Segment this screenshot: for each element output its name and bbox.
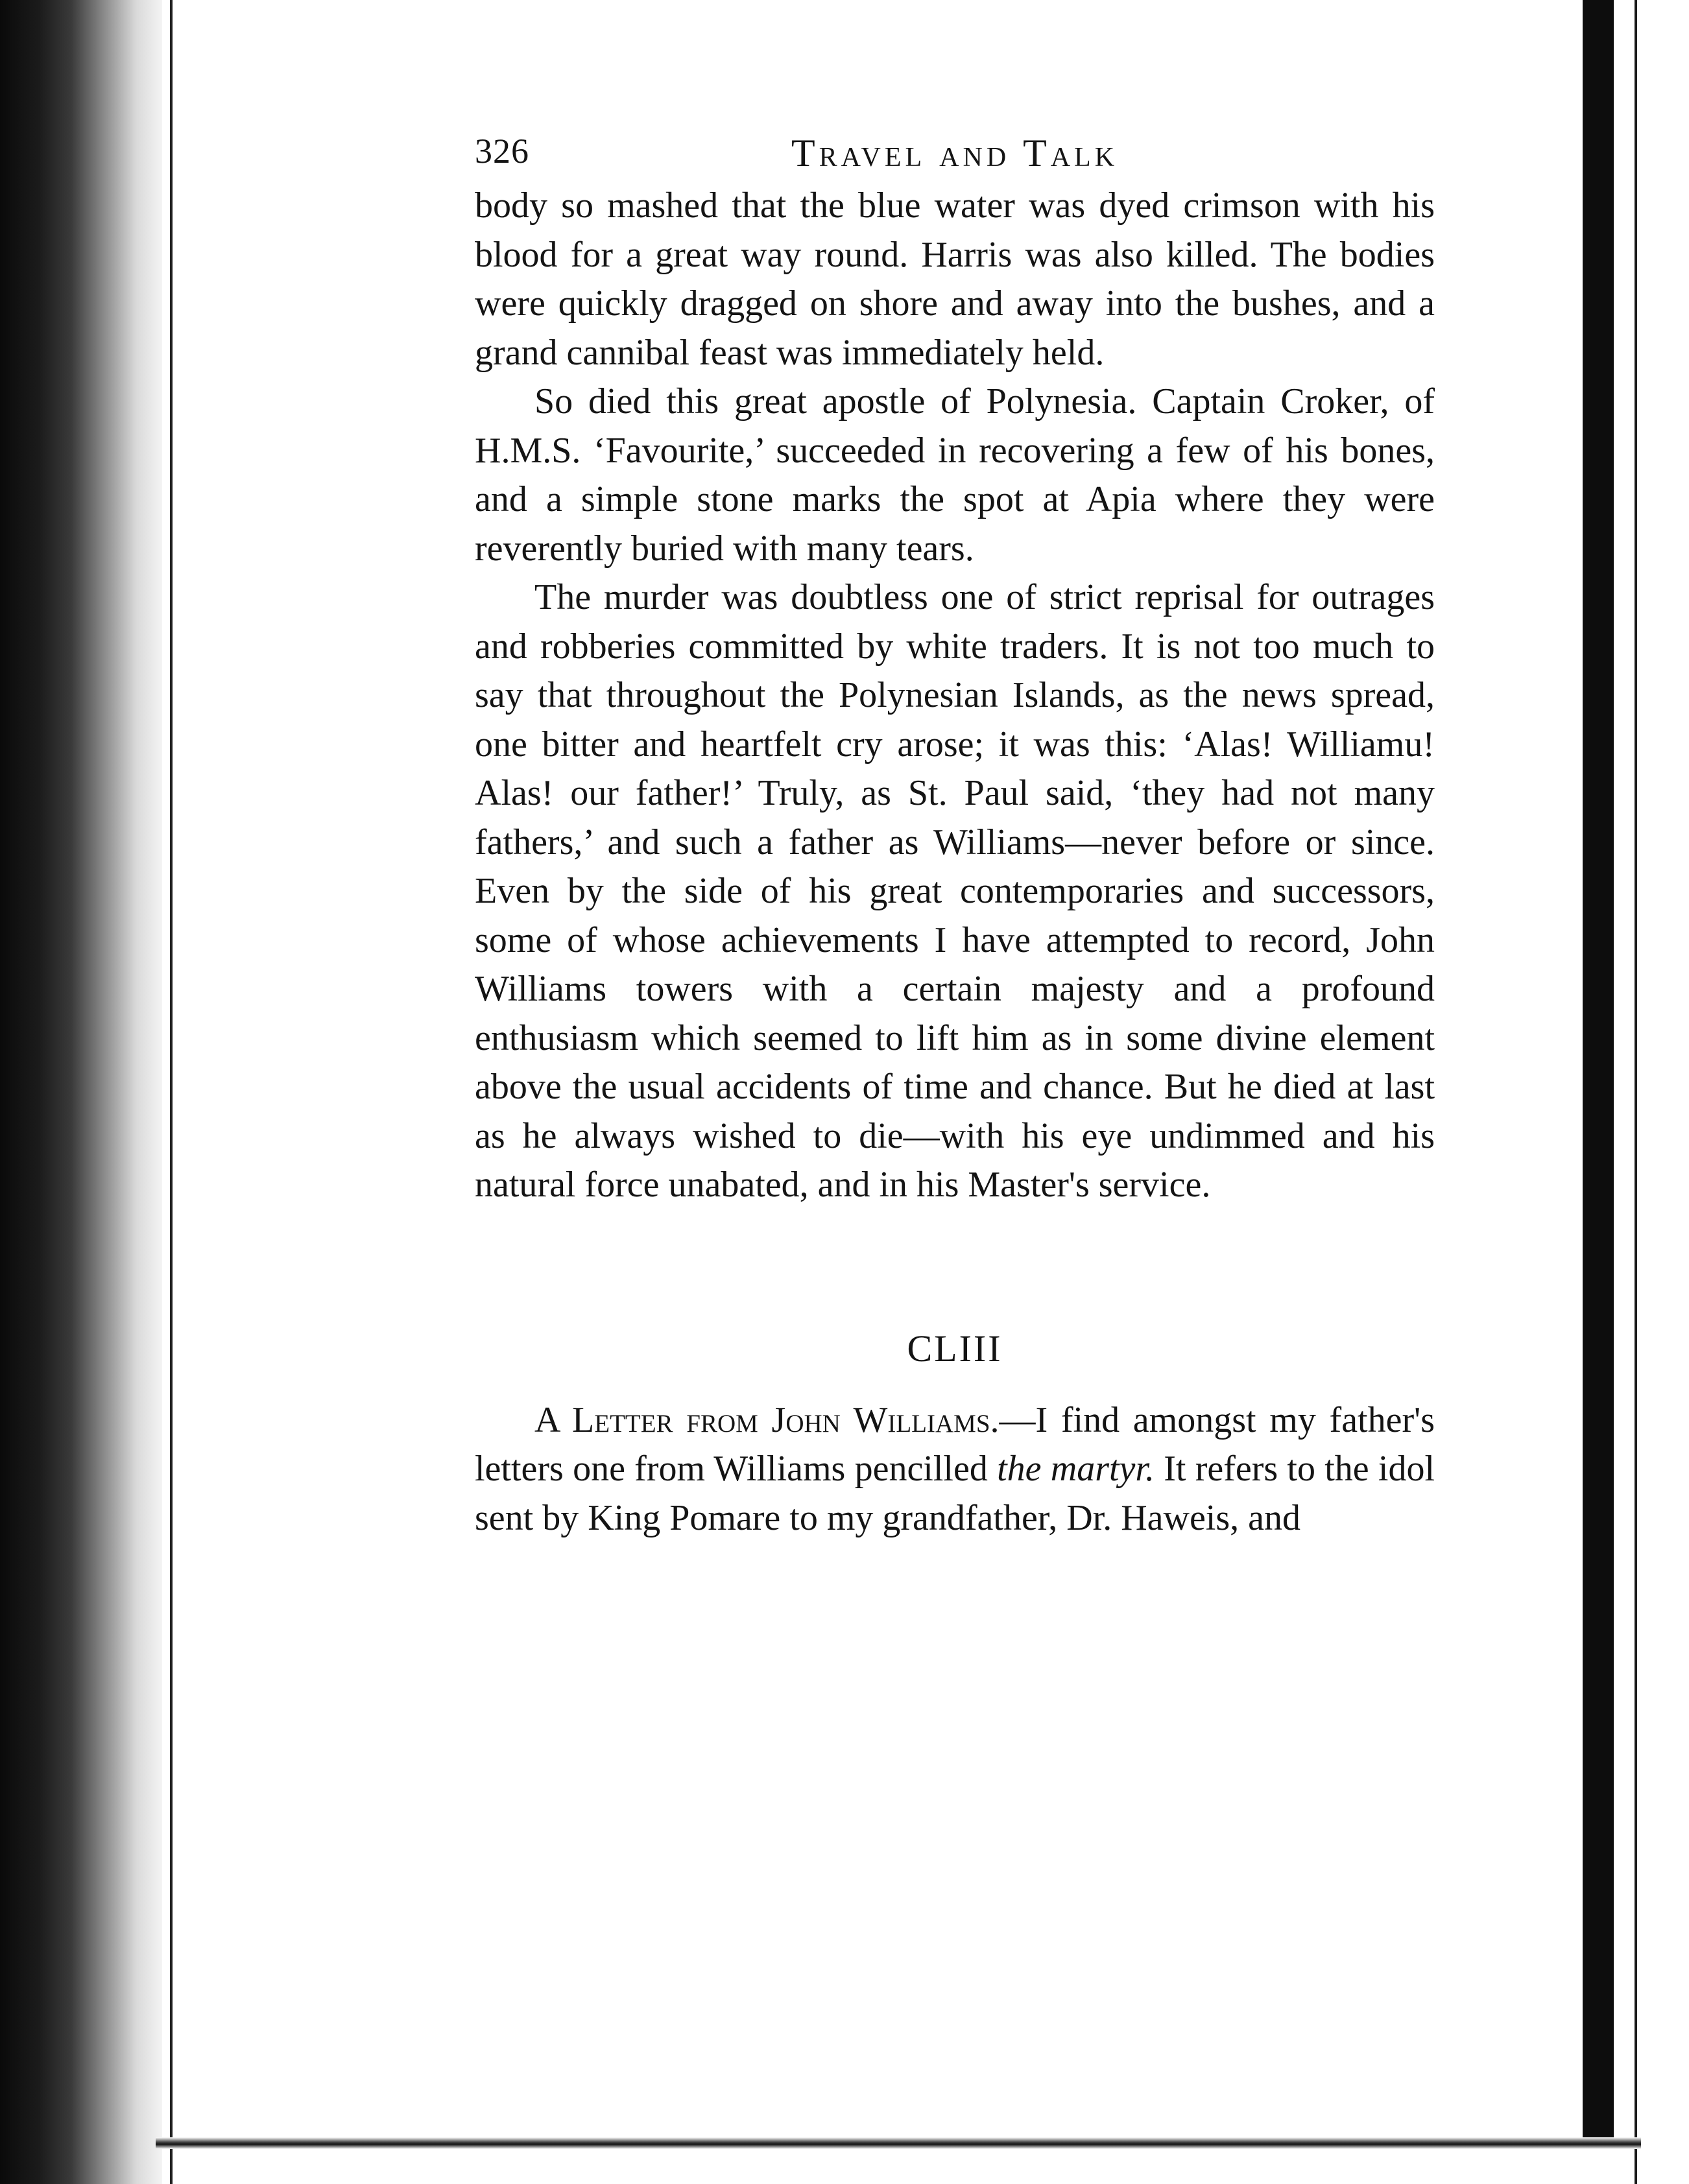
- running-head: Travel and Talk: [791, 132, 1119, 174]
- page-number: 326: [475, 132, 529, 171]
- section-paragraph: [475, 1396, 1435, 1543]
- section-text-end: It refers to the idol sent by King Pomare to my grandfather, Dr. Haweis, and: [475, 1449, 1435, 1538]
- paragraph: The murder was doubtless one of strict reprisal for outrages and robberies committed by white traders. It is not too much to say that throughout the Polynesian Islands, as the news spread, one bitter and heartfelt cry arose; it was this: ‘Alas! Williamu! Alas! our father!’ Truly, as St. Paul said, ‘they had not many fathers,’ and such a father as Williams—never before or since. Even by the side of his great contemporaries and successors, some of whose achievements I have attempted to record, John Williams towers with a certain majesty and a profound enthusiasm which seemed to lift him as in some divine element above the usual accidents of time and chance. But he died at last as he always wished to die—with his eye undimmed and his natural force unabated, and in his Master's service.: [475, 577, 1435, 1205]
- scan-right-line: [1635, 0, 1637, 2184]
- scan-bottom-edge: [156, 2137, 1641, 2149]
- book-page: [475, 123, 1435, 1543]
- italic-phrase: the martyr.: [997, 1449, 1155, 1489]
- section-number: CLIII: [907, 1327, 1003, 1370]
- scan-left-line: [170, 0, 173, 2184]
- scan-left-edge: [0, 0, 162, 2184]
- paragraph: So died this great apostle of Polynesia. Captain Croker, of H.M.S. ‘Favourite,’ succeeded in recovering a few of his bones, and a simple stone marks the spot at Apia where they were reverently buried with many tears.: [475, 381, 1435, 569]
- scan-right-edge: [1583, 0, 1614, 2140]
- section-text-start: —I find amongst my father's letters one from Williams pencilled: [475, 1399, 1435, 1489]
- section-title: A Letter from John Williams.: [534, 1399, 1000, 1440]
- paragraph: body so mashed that the blue water was dyed crimson with his blood for a great way round. Harris was also killed. The bodies were quickly dragged on shore and away into the bushes, and a grand cannibal feast was immediately held.: [475, 185, 1435, 373]
- page-header: [475, 123, 1435, 182]
